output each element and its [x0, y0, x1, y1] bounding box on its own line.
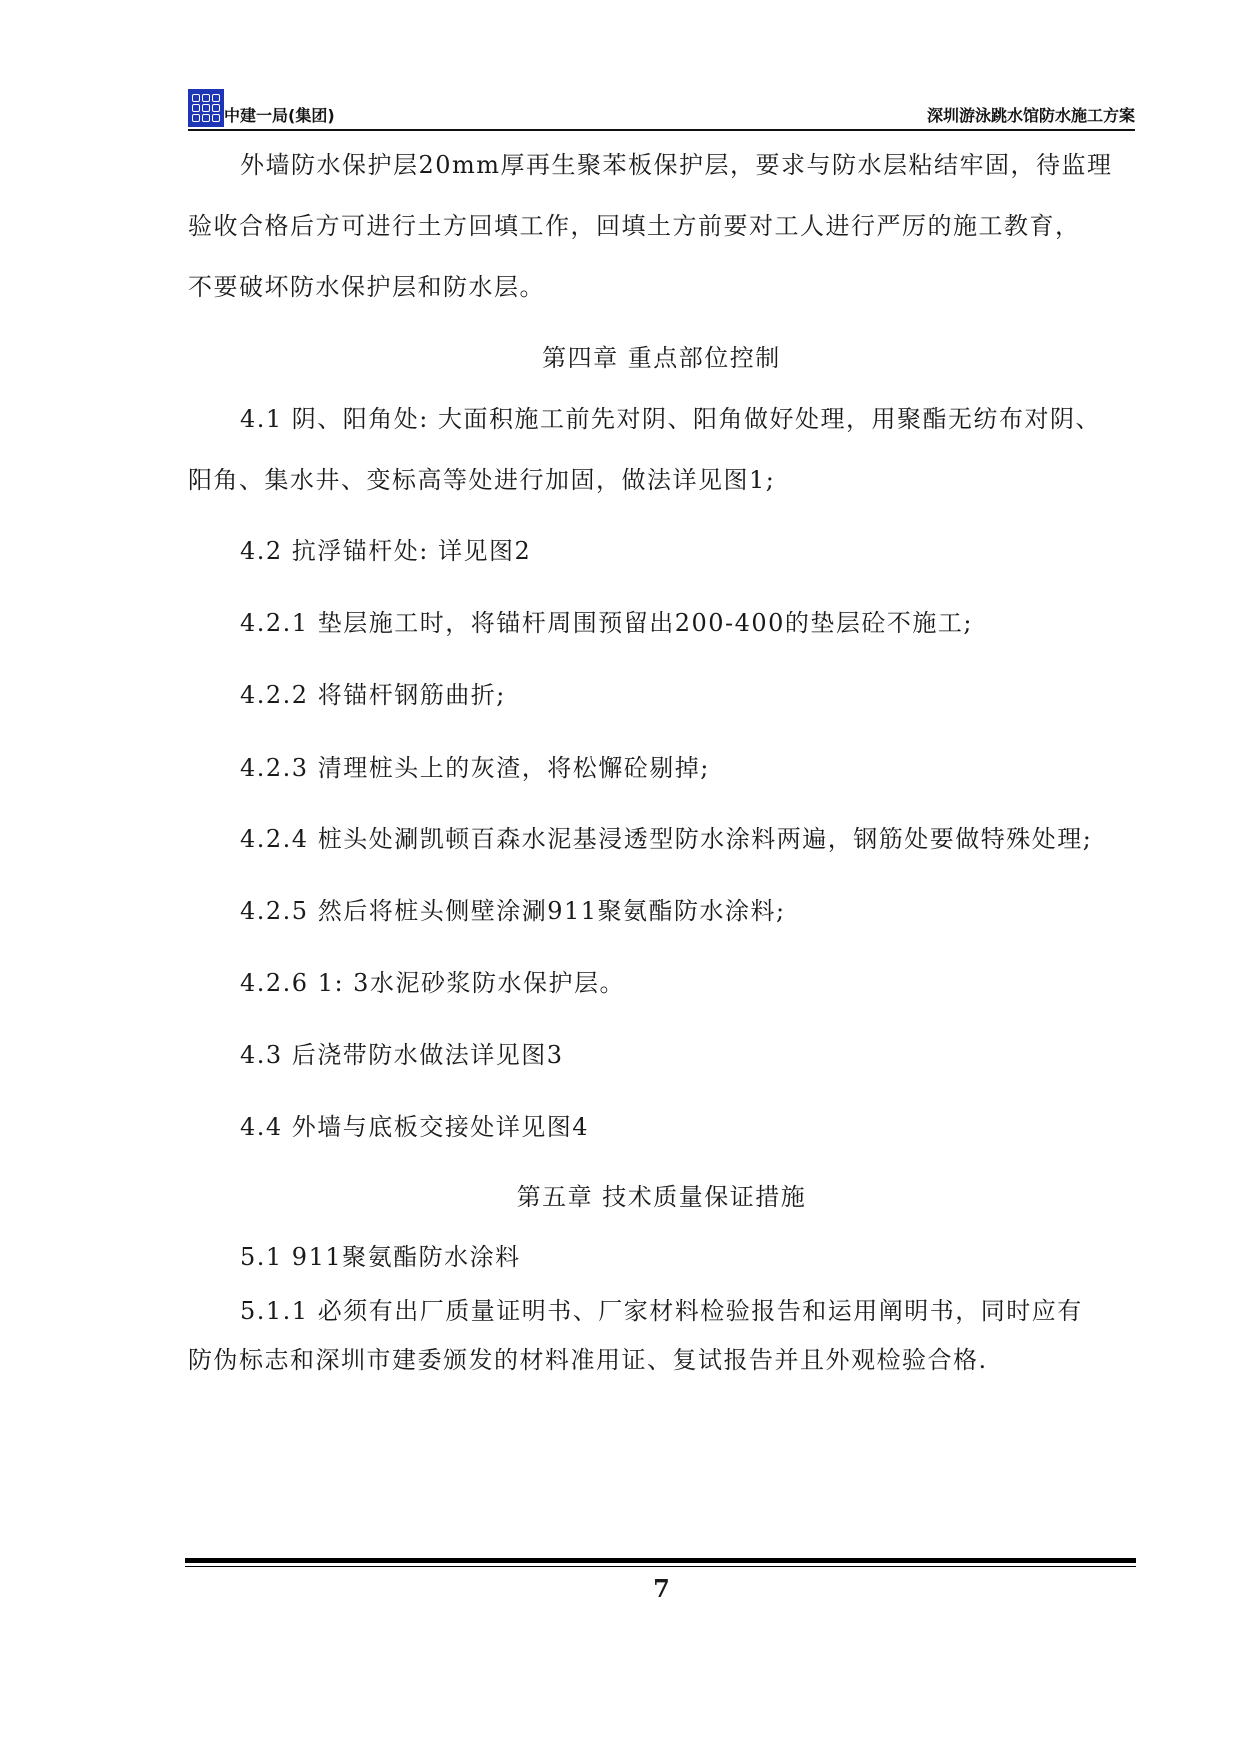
page-header: [188, 85, 1135, 131]
section-4-2-3: 4.2.3 清理桩头上的灰渣，将松懈砼剔掉;: [240, 754, 710, 782]
section-4-3: 4.3 后浇带防水做法详见图3: [240, 1041, 564, 1069]
section-4-4: 4.4 外墙与底板交接处详见图4: [240, 1113, 590, 1141]
paragraph-line: 不要破坏防水保护层和防水层。: [188, 273, 545, 301]
cscec-logo-icon: [188, 89, 224, 127]
page-number: 7: [653, 1574, 670, 1603]
section-4-2-6: 4.2.6 1: 3水泥砂浆防水保护层。: [240, 969, 625, 997]
footer-divider-thick: [185, 1558, 1136, 1563]
header-project-title: 深圳游泳跳水馆防水施工方案: [926, 106, 1135, 125]
chapter-5-heading: 第五章 技术质量保证措施: [516, 1183, 807, 1211]
section-5-1-1-line: 防伪标志和深圳市建委颁发的材料准用证、复试报告并且外观检验合格.: [188, 1346, 988, 1374]
header-divider: [188, 129, 1135, 131]
section-4-2-2: 4.2.2 将锚杆钢筋曲折;: [240, 681, 506, 709]
chapter-4-heading: 第四章 重点部位控制: [542, 344, 781, 372]
footer-divider-thin: [185, 1566, 1136, 1567]
logo-mark: [192, 94, 220, 122]
section-4-2-5: 4.2.5 然后将桩头侧壁涂涮911聚氨酯防水涂料;: [240, 897, 786, 925]
header-company: 中建一局(集团): [224, 106, 335, 125]
paragraph-line: 验收合格后方可进行土方回填工作，回填土方前要对工人进行严厉的施工教育，: [188, 212, 1081, 240]
section-4-1-line: 阳角、集水井、变标高等处进行加固，做法详见图1;: [188, 466, 776, 494]
section-4-2-4: 4.2.4 桩头处涮凯顿百森水泥基浸透型防水涂料两遍，钢筋处要做特殊处理;: [240, 825, 1093, 853]
section-4-1-line: 4.1 阴、阳角处: 大面积施工前先对阴、阳角做好处理，用聚酯无纺布对阴、: [240, 405, 1102, 433]
section-4-2: 4.2 抗浮锚杆处: 详见图2: [240, 537, 532, 565]
section-5-1-1-line: 5.1.1 必须有出厂质量证明书、厂家材料检验报告和运用阐明书，同时应有: [240, 1297, 1083, 1325]
section-5-1: 5.1 911聚氨酯防水涂料: [240, 1243, 521, 1271]
paragraph-line: 外墙防水保护层20mm厚再生聚苯板保护层，要求与防水层粘结牢固，待监理: [240, 151, 1113, 179]
section-4-2-1: 4.2.1 垫层施工时，将锚杆周围预留出200-400的垫层砼不施工;: [240, 609, 974, 637]
